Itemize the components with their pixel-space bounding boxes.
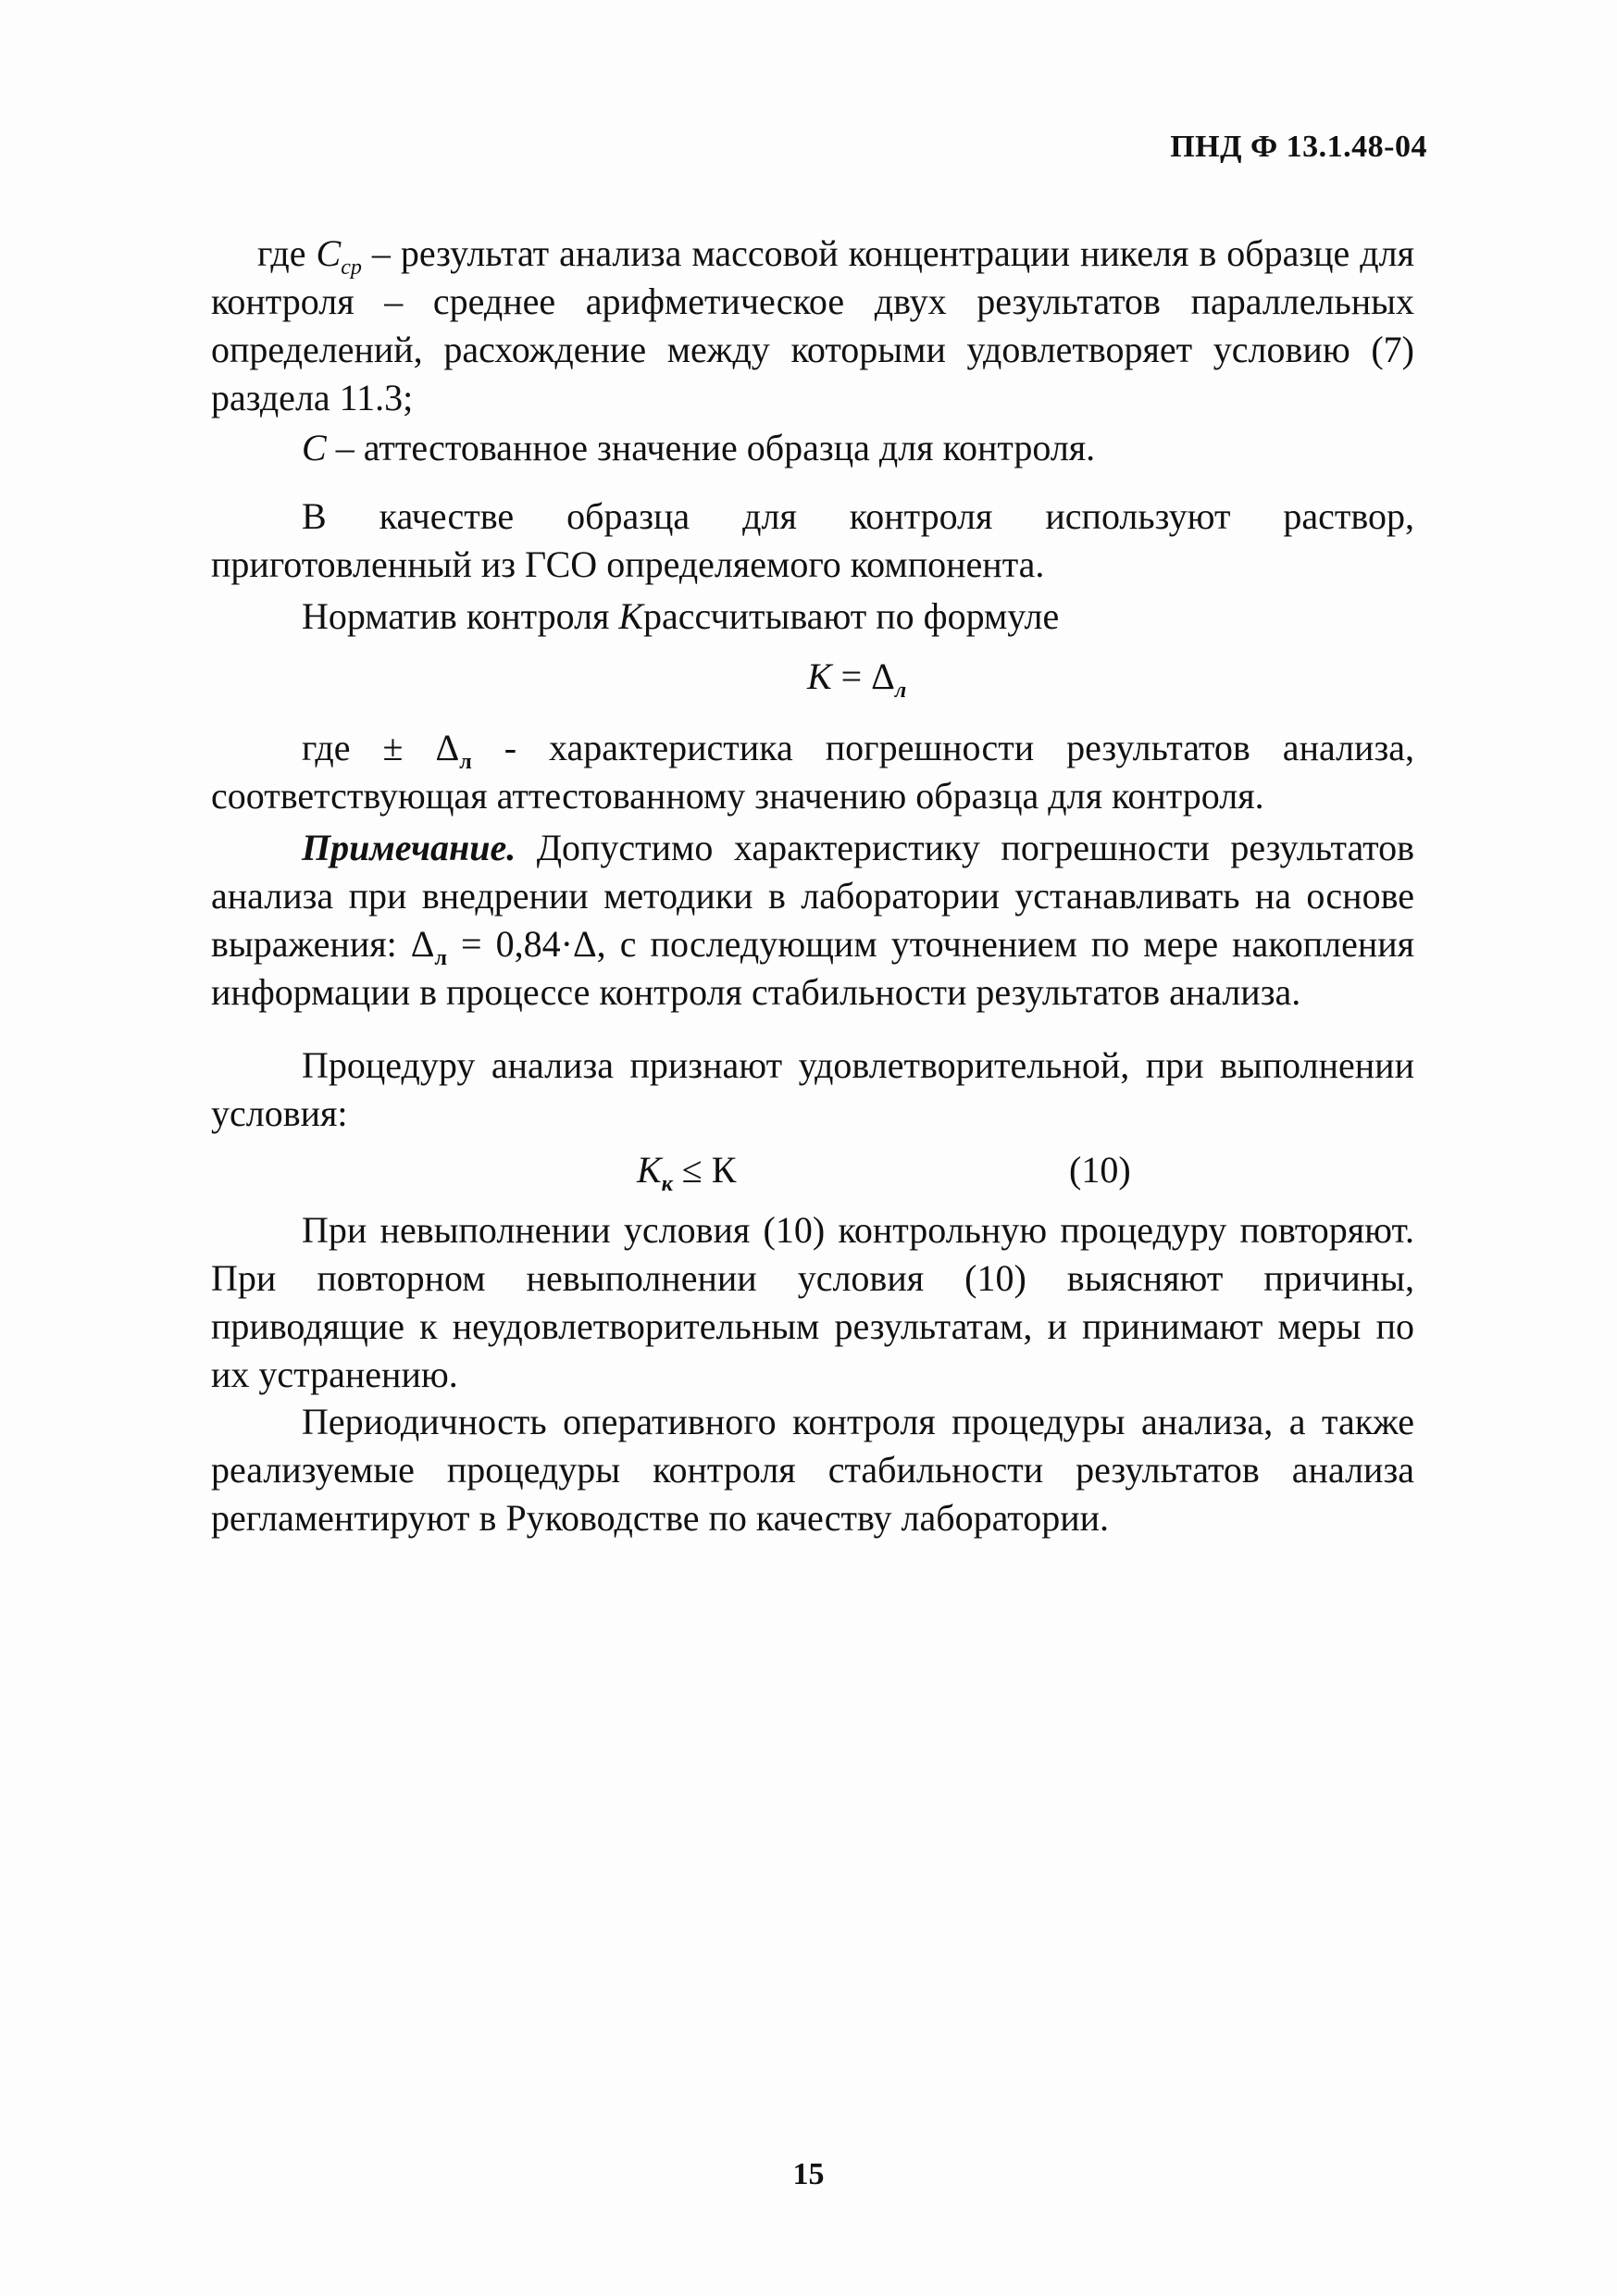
c-avg-definition [211,230,1414,422]
formula-k: $К = \Delta_л$ [807,655,907,703]
formula-10: $К_к \le К$ [637,1149,737,1196]
c-avg-cont1: для контроля – среднее арифметическое двух результатов параллельных [211,232,1415,322]
c-symbol: C [302,427,327,468]
c-avg-cont3: раздела 11.3; [211,377,414,418]
c-avg-symbol: $C_{ср}$ [316,232,362,280]
sample-paragraph: В качестве образца для контроля используют раствор, приготовленный из ГСО определяемого компонента. [211,495,1414,585]
procedure-paragraph: Процедуру анализа признают удовлетворительной, при выполнении условия: [211,1044,1414,1134]
delta-definition: где ± $\Delta_л$ - характеристика погрешности результатов анализа, соответствующая аттестованному значению образца для контроля. [211,727,1414,817]
note-label: Примечание. [302,827,516,868]
c-avg-text: – результат анализа массовой концентрации никеля в образце [371,232,1350,274]
note-paragraph: Примечание. Допустимо характеристику погрешности результатов анализа при внедрении методики в лаборатории устанавливать на основе выражения: $\Delta_л = 0,84\cdot\Delta$, с последующим уточнением по мере накопления информации в процессе контроля стабильности результатов анализа. [211,827,1415,1013]
document-code: ПНД Ф 13.1.48-04 [1170,130,1427,164]
c-definition [211,424,1414,472]
delta-symbol: ± Δ [382,727,460,768]
repeat-paragraph: При невыполнении условия (10) контрольную процедуру повторяют. При повторном невыполнении условия (10) выясняют причины, приводящие к неудовлетворительным результатам, и принимают меры по их устранению. [211,1209,1414,1395]
where-word: где [257,232,306,274]
norm-intro: Норматив контроля Крассчитывают по формуле [302,595,1060,637]
periodicity-paragraph: Периодичность оперативного контроля процедуры анализа, а также реализуемые процедуры контроля стабильности результатов анализа регламентируют в Руководстве по качеству лаборатории. [211,1401,1414,1539]
formula-number: (10) [1069,1149,1131,1191]
page-number: 15 [792,2157,825,2191]
k-symbol: К [618,595,643,637]
c-avg-cont2: определений, расхождение между которыми удовлетворяет условию (7) [211,329,1414,370]
c-text: – аттестованное значение образца для контроля. [335,427,1096,468]
